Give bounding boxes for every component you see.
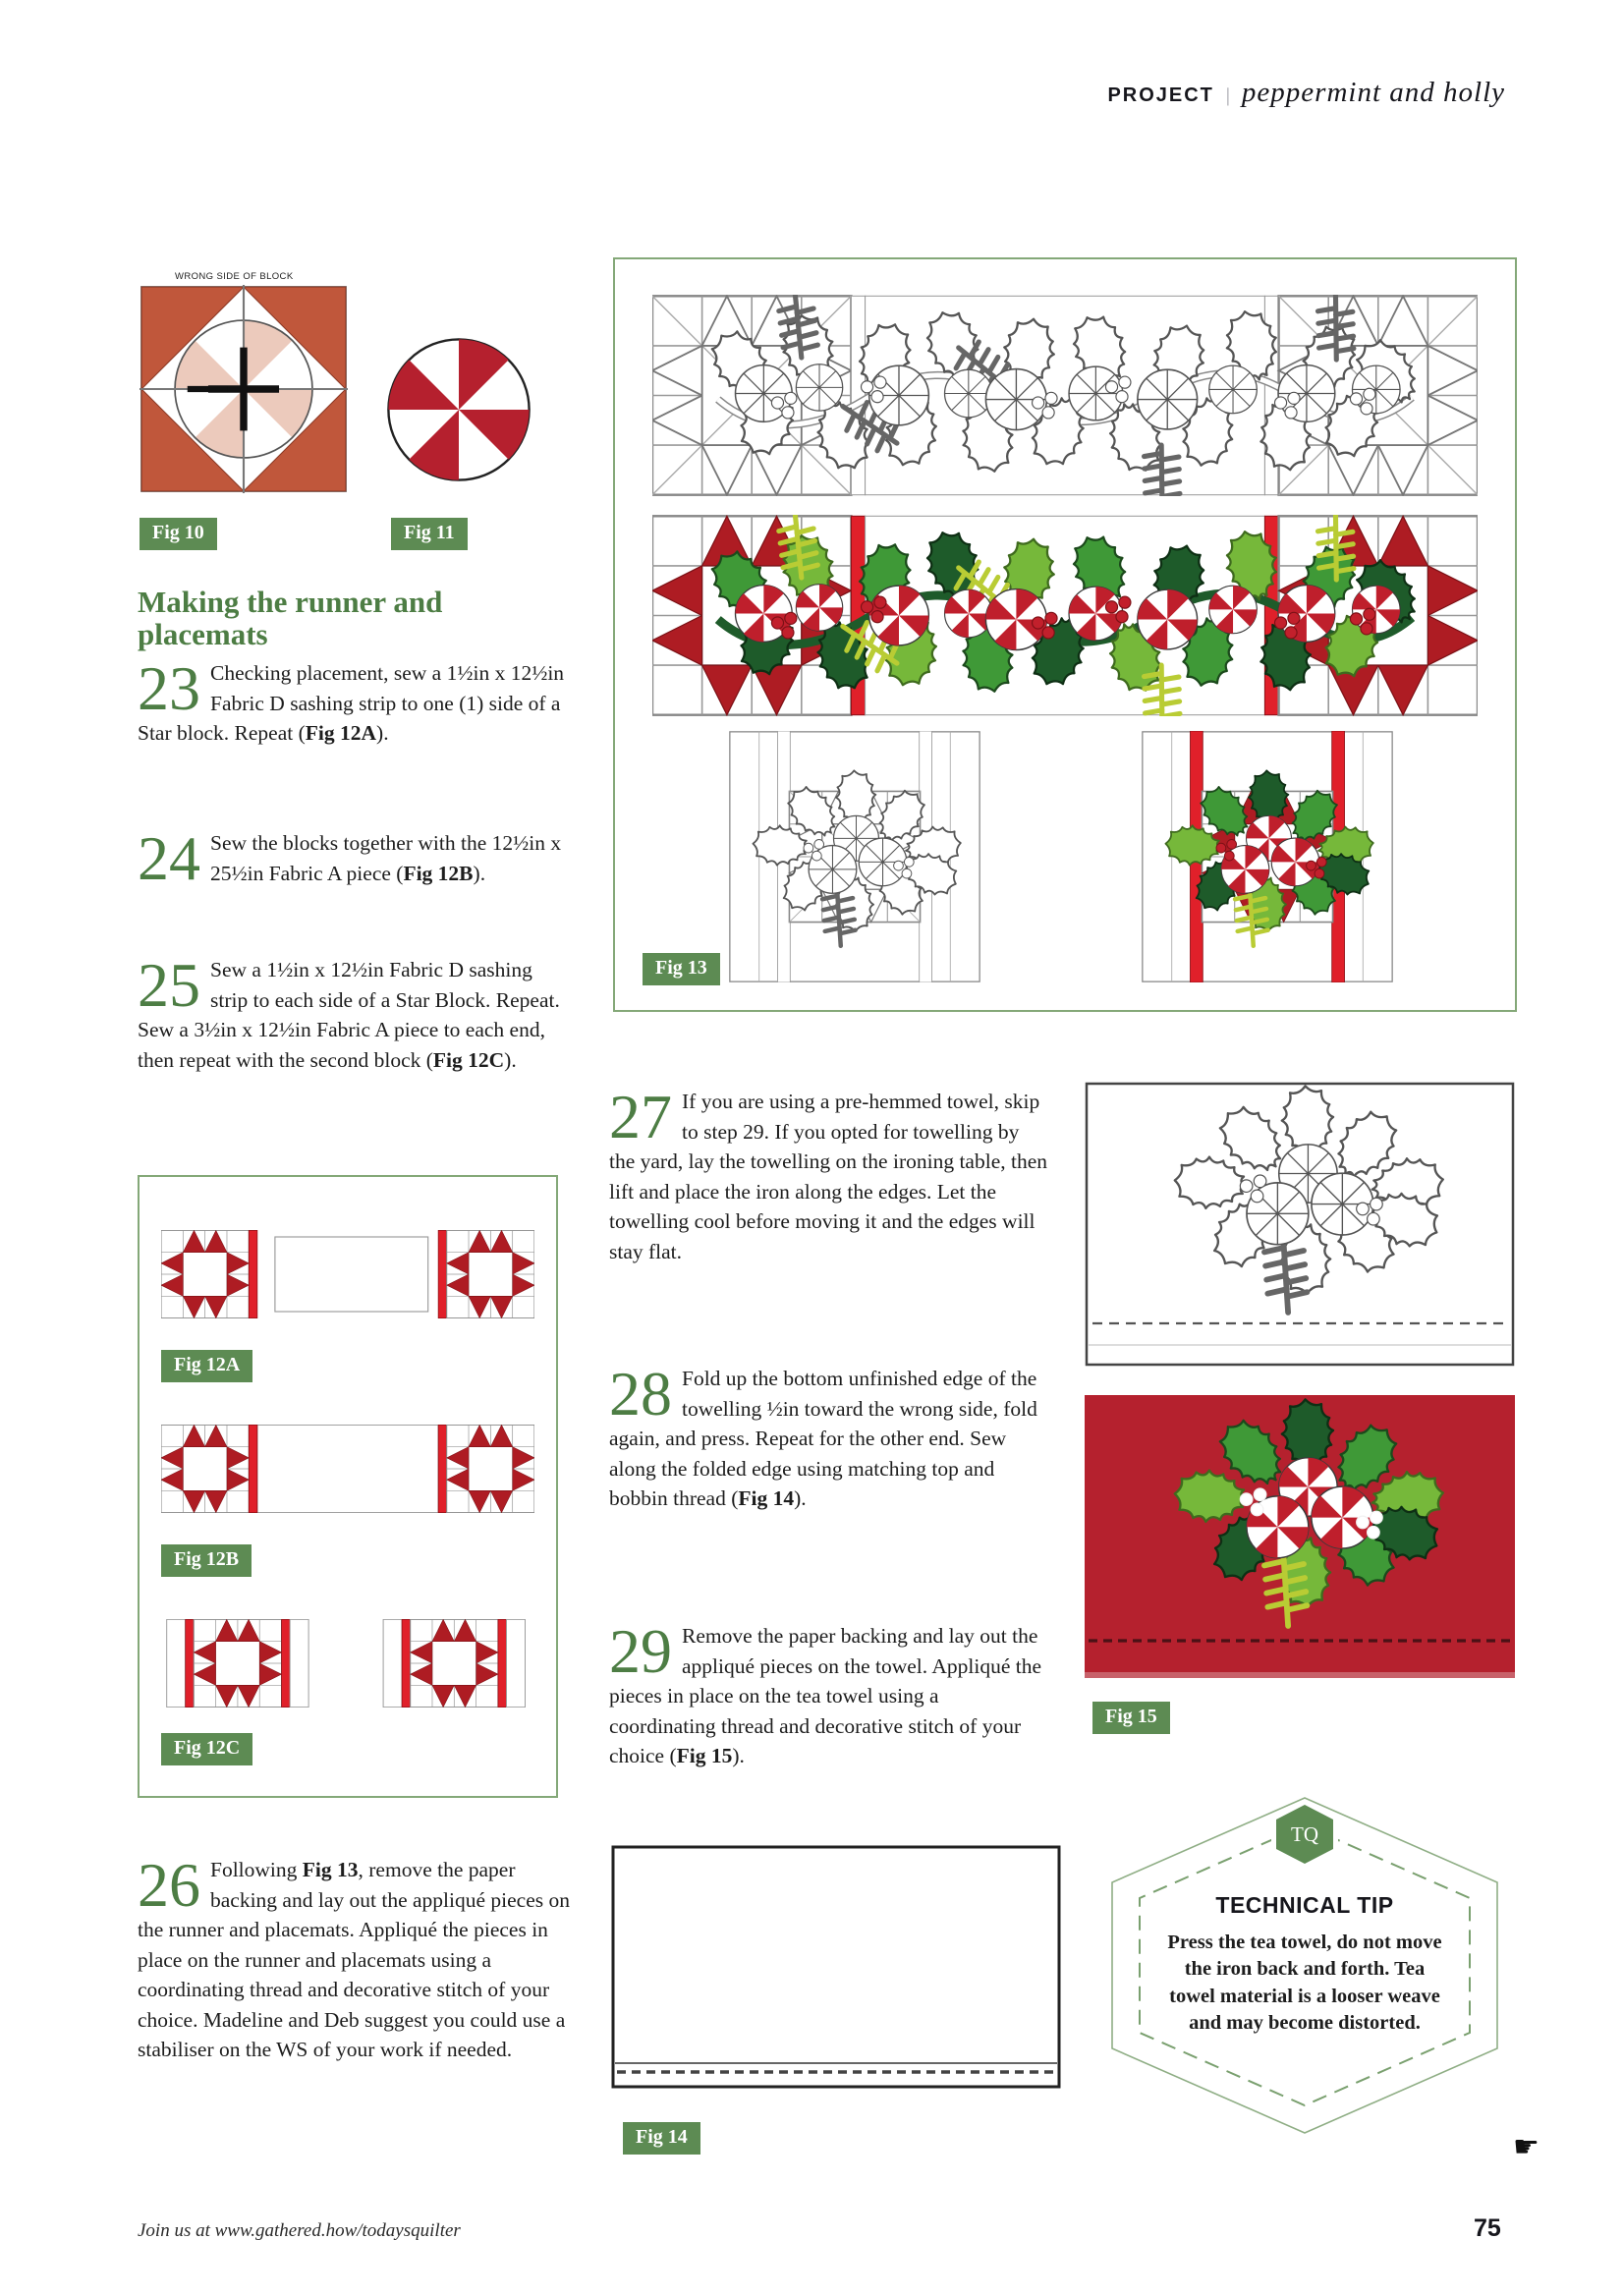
fig15-towel-lineart [1085,1081,1515,1368]
fig12c-diagram [161,1619,534,1708]
tq-badge-label: TQ [1291,1822,1318,1846]
fig13-placemat-lineart [729,731,980,982]
fig12b-diagram [161,1425,534,1513]
fig12-box [138,1175,558,1798]
fig12a-diagram [161,1230,534,1318]
footer-url: Join us at www.gathered.how/todaysquilter [138,2220,461,2241]
fig13-runner-coloured [652,515,1478,716]
step-28: 28 Fold up the bottom unfinished edge of the towelling ½in toward the wrong side, fold again, and press. Repeat for the other end. Sew along the folded edge using matching top and bobbin thread (Fig 14). [609,1359,1037,1511]
pointing-hand-icon: ☛ [1513,2130,1539,2164]
section-heading: Making the runner and placemats [138,585,443,651]
fig11-badge: Fig 11 [391,518,468,550]
step-27 [609,1082,1049,1266]
header-separator: | [1225,84,1230,106]
step-23-text: Checking placement, sew a 1½in x 12½in Fabric D sashing strip to one (1) side of a Star block. Repeat ( [138,661,565,746]
page-title: peppermint and holly [1241,77,1505,108]
fig13-badge: Fig 13 [643,953,720,985]
page-header [1107,77,1505,109]
step-29-figref: Fig 15 [676,1744,733,1768]
fig13-box [613,257,1517,1012]
header-kicker: PROJECT [1107,84,1214,106]
fig12c-badge: Fig 12C [161,1733,252,1765]
step-28-figref: Fig 14 [738,1486,795,1511]
fig12b-badge: Fig 12B [161,1544,252,1577]
step-24-number: 24 [138,823,200,893]
step-23-figref: Fig 12A [305,721,377,746]
step-26-figref: Fig 13 [302,1858,359,1881]
step-25-text: Sew a 1½in x 12½in Fabric D sashing strip to each side of a Star Block. Repeat. Sew a 3½in x 12½in Fabric A piece to each end, then repeat with the second block ( [138,958,560,1072]
fig15-towel-coloured [1085,1395,1515,1678]
technical-tip-title: TECHNICAL TIP [1215,1892,1394,1918]
fig13-placemat-coloured [1142,731,1393,982]
technical-tip [1108,1796,1501,2135]
fig14-badge: Fig 14 [623,2122,700,2155]
fig10-wrong-side-block-diagram [140,285,348,493]
step-24-text: Sew the blocks together with the 12½in x 25½in Fabric A piece ( [210,831,562,885]
fig10-badge: Fig 10 [140,518,217,550]
step-25: 25 Sew a 1½in x 12½in Fabric D sashing strip to each side of a Star Block. Repeat. Sew a 3½in x 12½in Fabric A piece to each end, then repeat with the second block (Fig 12C). [138,950,560,1072]
step-28-number: 28 [609,1359,672,1428]
step-26-number: 26 [138,1850,200,1920]
step-29-text: Remove the paper backing and lay out the appliqué pieces on the towel. Appliqué the pieces in place on the tea towel using a coordinating thread and decorative stitch of your choice ( [609,1624,1042,1768]
step-29-number: 29 [609,1616,672,1686]
fig13-runner-lineart [652,295,1478,496]
step-23: 23 Checking placement, sew a 1½in x 12½in Fabric D sashing strip to one (1) side of a Star block. Repeat (Fig 12A). [138,653,565,746]
fig11-peppermint-circle-diagram [383,334,534,485]
fig15-badge: Fig 15 [1092,1702,1170,1734]
step-24: 24 Sew the blocks together with the 12½in x 25½in Fabric A piece (Fig 12B). [138,823,562,893]
fig10-caption: WRONG SIDE OF BLOCK [175,271,294,282]
fig12a-badge: Fig 12A [161,1350,252,1382]
technical-tip-body: Press the tea towel, do not move the iron back and forth. Tea towel material is a looser weave and may become distorted. [1167,1932,1442,2034]
step-25-number: 25 [138,950,200,1020]
step-26: 26 Following Fig 13, remove the paper backing and lay out the appliqué pieces on the runner and placemats. Appliqué the pieces in place on the runner and placemats using a coordinating thread and decorative stitch of your choice. Madeline and Deb suggest you could use a stabiliser on the WS of your work if needed. [138,1850,570,2062]
fig14-towel-hem-diagram [611,1845,1061,2097]
step-26-text: Following [210,1858,303,1881]
step-28-text: Fold up the bottom unfinished edge of the towelling ½in toward the wrong side, fold again, and press. Repeat for the other end. Sew along the folded edge using matching top and bobbin thread ( [609,1367,1037,1511]
step-27-text: If you are using a pre-hemmed towel, skip to step 29. If you opted for towelling by the yard, lay the towelling on the ironing table, then lift and place the iron along the edges. Let the towelling cool before moving it and the edges will stay flat. [609,1090,1048,1263]
page-number: 75 [1474,2214,1501,2242]
step-24-figref: Fig 12B [403,861,474,885]
step-25-figref: Fig 12C [432,1047,505,1072]
step-23-number: 23 [138,653,200,723]
step-27-number: 27 [609,1082,672,1151]
step-29: 29 Remove the paper backing and lay out the appliqué pieces on the towel. Appliqué the pieces in place on the tea towel using a coordinating thread and decorative stitch of your choice (Fig 15). [609,1616,1042,1768]
